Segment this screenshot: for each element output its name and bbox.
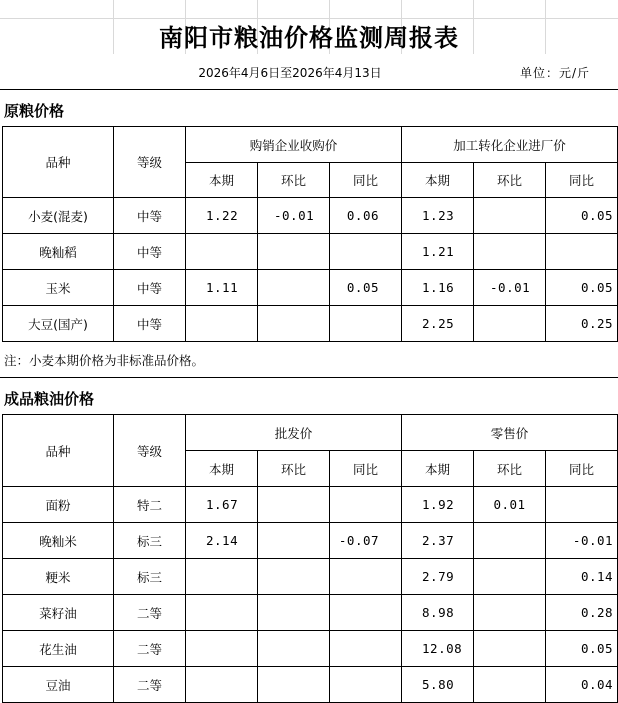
price-cell: 1.21 <box>402 234 474 270</box>
price-cell <box>258 487 330 523</box>
price-cell: -0.01 <box>474 270 546 306</box>
header-variety: 品种 <box>3 415 114 487</box>
grade: 标三 <box>114 523 186 559</box>
variety-name: 晚籼米 <box>3 523 114 559</box>
price-cell <box>258 559 330 595</box>
price-cell: -0.07 <box>330 523 402 559</box>
price-cell <box>474 198 546 234</box>
header-wholesale-price: 批发价 <box>186 415 402 451</box>
price-cell <box>546 234 618 270</box>
price-cell: 0.05 <box>546 198 618 234</box>
header-purchase-price: 购销企业收购价 <box>186 127 402 163</box>
header-mom: 环比 <box>258 451 330 487</box>
header-current: 本期 <box>402 451 474 487</box>
price-cell: 5.80 <box>402 667 474 703</box>
divider <box>0 377 618 378</box>
price-cell: 1.67 <box>186 487 258 523</box>
price-cell: 0.25 <box>546 306 618 342</box>
header-yoy: 同比 <box>546 451 618 487</box>
price-cell <box>330 667 402 703</box>
variety-name: 小麦(混麦) <box>3 198 114 234</box>
report-title: 南阳市粮油价格监测周报表 <box>159 24 459 52</box>
section-heading-finished-grain-oil: 成品粮油价格 <box>4 390 95 408</box>
header-variety: 品种 <box>3 127 114 198</box>
header-mom: 环比 <box>474 163 546 198</box>
header-current: 本期 <box>402 163 474 198</box>
price-cell: 1.92 <box>402 487 474 523</box>
table-row <box>3 559 618 595</box>
price-cell: 0.14 <box>546 559 618 595</box>
header-current: 本期 <box>186 451 258 487</box>
price-cell <box>474 234 546 270</box>
price-cell <box>258 595 330 631</box>
price-cell <box>474 631 546 667</box>
variety-name: 粳米 <box>3 559 114 595</box>
header-yoy: 同比 <box>330 451 402 487</box>
grade: 中等 <box>114 198 186 234</box>
grade: 中等 <box>114 234 186 270</box>
price-cell: -0.01 <box>258 198 330 234</box>
table-row <box>3 667 618 703</box>
price-cell <box>258 523 330 559</box>
price-cell <box>186 559 258 595</box>
price-cell: 2.14 <box>186 523 258 559</box>
header-grade: 等级 <box>114 415 186 487</box>
price-cell <box>186 595 258 631</box>
grade: 中等 <box>114 306 186 342</box>
price-cell <box>330 306 402 342</box>
header-factory-price: 加工转化企业进厂价 <box>402 127 618 163</box>
price-cell: 0.28 <box>546 595 618 631</box>
price-cell <box>258 306 330 342</box>
price-cell: 0.05 <box>330 270 402 306</box>
price-cell: 2.79 <box>402 559 474 595</box>
price-cell <box>474 523 546 559</box>
price-cell <box>258 631 330 667</box>
variety-name: 花生油 <box>3 631 114 667</box>
price-cell: 1.11 <box>186 270 258 306</box>
header-yoy: 同比 <box>330 163 402 198</box>
price-cell <box>258 270 330 306</box>
price-cell <box>474 559 546 595</box>
note-text: 注：小麦本期价格为非标准品价格。 <box>4 353 205 368</box>
grade: 二等 <box>114 595 186 631</box>
variety-name: 菜籽油 <box>3 595 114 631</box>
price-cell <box>474 595 546 631</box>
grade: 二等 <box>114 667 186 703</box>
header-grade: 等级 <box>114 127 186 198</box>
price-cell <box>474 306 546 342</box>
table-row <box>3 631 618 667</box>
header-mom: 环比 <box>258 163 330 198</box>
finished-grain-oil-table <box>2 414 618 703</box>
header-yoy: 同比 <box>546 163 618 198</box>
price-cell: 1.23 <box>402 198 474 234</box>
divider <box>0 89 618 90</box>
table-row <box>3 487 618 523</box>
variety-name: 晚籼稻 <box>3 234 114 270</box>
price-cell <box>186 667 258 703</box>
table-row <box>3 198 618 234</box>
price-cell <box>330 595 402 631</box>
header-mom: 环比 <box>474 451 546 487</box>
grade: 中等 <box>114 270 186 306</box>
table-row <box>3 306 618 342</box>
variety-name: 面粉 <box>3 487 114 523</box>
section-heading-raw-grain: 原粮价格 <box>4 102 65 120</box>
variety-name: 玉米 <box>3 270 114 306</box>
grade: 特二 <box>114 487 186 523</box>
price-cell <box>330 487 402 523</box>
price-cell: 2.37 <box>402 523 474 559</box>
price-cell <box>546 487 618 523</box>
table-row <box>3 523 618 559</box>
price-cell: -0.01 <box>546 523 618 559</box>
price-cell <box>330 631 402 667</box>
price-cell: 2.25 <box>402 306 474 342</box>
price-cell: 1.22 <box>186 198 258 234</box>
price-cell: 0.05 <box>546 270 618 306</box>
table-row <box>3 595 618 631</box>
unit-label: 单位：元/斤 <box>520 66 591 80</box>
grade: 二等 <box>114 631 186 667</box>
price-cell: 1.16 <box>402 270 474 306</box>
table-row <box>3 234 618 270</box>
variety-name: 豆油 <box>3 667 114 703</box>
variety-name: 大豆(国产) <box>3 306 114 342</box>
price-cell <box>330 559 402 595</box>
date-range: 2026年4月6日至2026年4月13日 <box>198 66 382 80</box>
raw-grain-table <box>2 126 618 342</box>
price-cell <box>258 234 330 270</box>
table-row <box>3 270 618 306</box>
header-retail-price: 零售价 <box>402 415 618 451</box>
price-cell <box>330 234 402 270</box>
price-cell <box>186 306 258 342</box>
price-cell <box>258 667 330 703</box>
price-cell: 8.98 <box>402 595 474 631</box>
price-cell: 0.05 <box>546 631 618 667</box>
price-cell <box>186 631 258 667</box>
price-cell <box>186 234 258 270</box>
header-current: 本期 <box>186 163 258 198</box>
price-cell: 12.08 <box>402 631 474 667</box>
price-cell: 0.06 <box>330 198 402 234</box>
price-cell: 0.01 <box>474 487 546 523</box>
price-cell <box>474 667 546 703</box>
price-cell: 0.04 <box>546 667 618 703</box>
grade: 标三 <box>114 559 186 595</box>
